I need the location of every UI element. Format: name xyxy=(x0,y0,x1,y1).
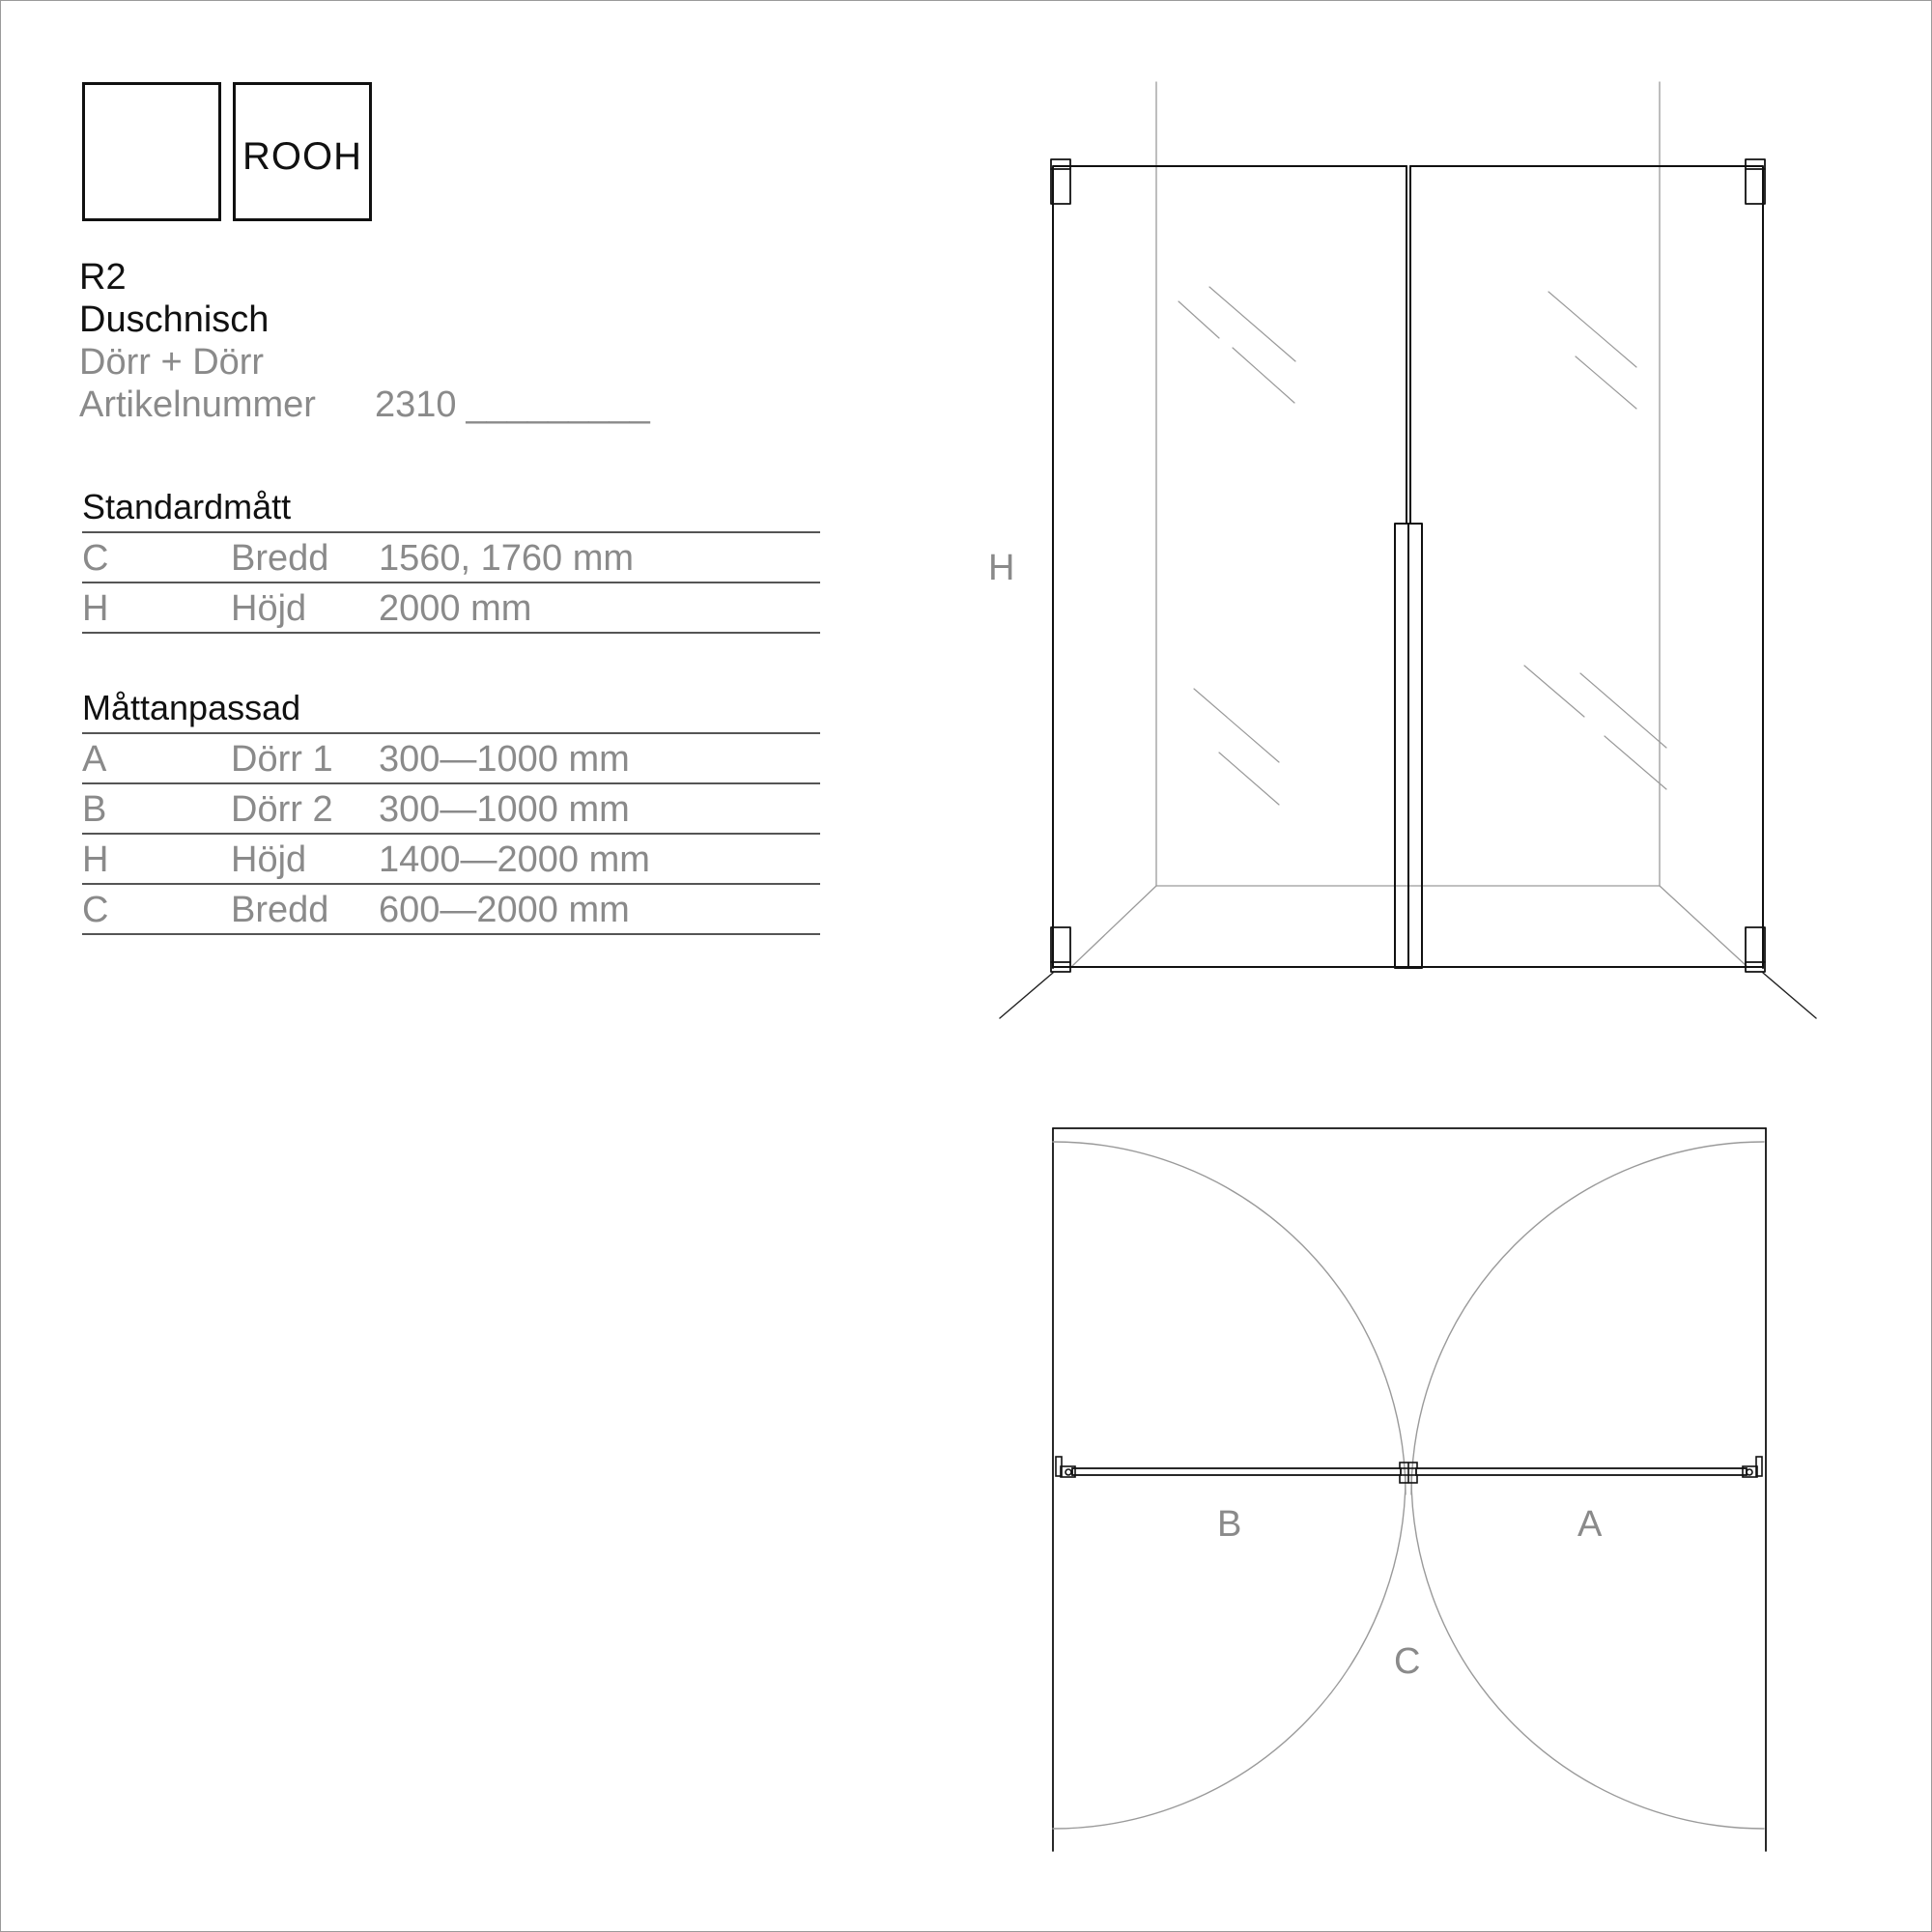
row-name: Höjd xyxy=(231,588,307,629)
row-key: H xyxy=(82,588,109,629)
plan-center-handle xyxy=(1400,1463,1417,1483)
door-swing-arcs xyxy=(1053,1142,1764,1829)
plan-walls xyxy=(1053,1128,1766,1851)
article-number-value: 2310 xyxy=(375,384,457,425)
row-key: A xyxy=(82,739,107,780)
product-type: Duschnisch xyxy=(79,299,270,340)
row-name: Dörr 2 xyxy=(231,789,333,830)
center-handle xyxy=(1395,524,1422,968)
article-number-blank: _________ xyxy=(466,384,650,425)
front-height-label: H xyxy=(988,548,1015,588)
row-value: 600—2000 mm xyxy=(379,890,630,930)
row-value: 300—1000 mm xyxy=(379,789,630,830)
row-value: 300—1000 mm xyxy=(379,739,630,780)
brand-logo-text: ROOH xyxy=(242,135,362,178)
row-name: Bredd xyxy=(231,890,329,930)
floor-diagonals xyxy=(1000,973,1816,1018)
row-value: 1560, 1760 mm xyxy=(379,538,635,579)
row-name: Höjd xyxy=(231,839,307,880)
plan-label-c: C xyxy=(1394,1641,1421,1682)
row-key: C xyxy=(82,890,109,930)
product-variant: Dörr + Dörr xyxy=(79,342,265,383)
row-key: H xyxy=(82,839,109,880)
section-title: Standardmått xyxy=(82,483,820,533)
row-name: Dörr 1 xyxy=(231,739,333,780)
section-title: Måttanpassad xyxy=(82,684,820,734)
row-key: C xyxy=(82,538,109,579)
front-elevation xyxy=(988,82,1816,1018)
row-key: B xyxy=(82,789,107,830)
product-model: R2 xyxy=(79,257,127,298)
article-number-label: Artikelnummer xyxy=(79,384,316,425)
plan-glass-panels xyxy=(1072,1468,1747,1475)
plan-view xyxy=(1053,1128,1766,1851)
plan-label-b: B xyxy=(1217,1504,1242,1545)
row-value: 1400—2000 mm xyxy=(379,839,650,880)
plan-label-a: A xyxy=(1577,1504,1603,1545)
row-value: 2000 mm xyxy=(379,588,532,629)
row-name: Bredd xyxy=(231,538,329,579)
